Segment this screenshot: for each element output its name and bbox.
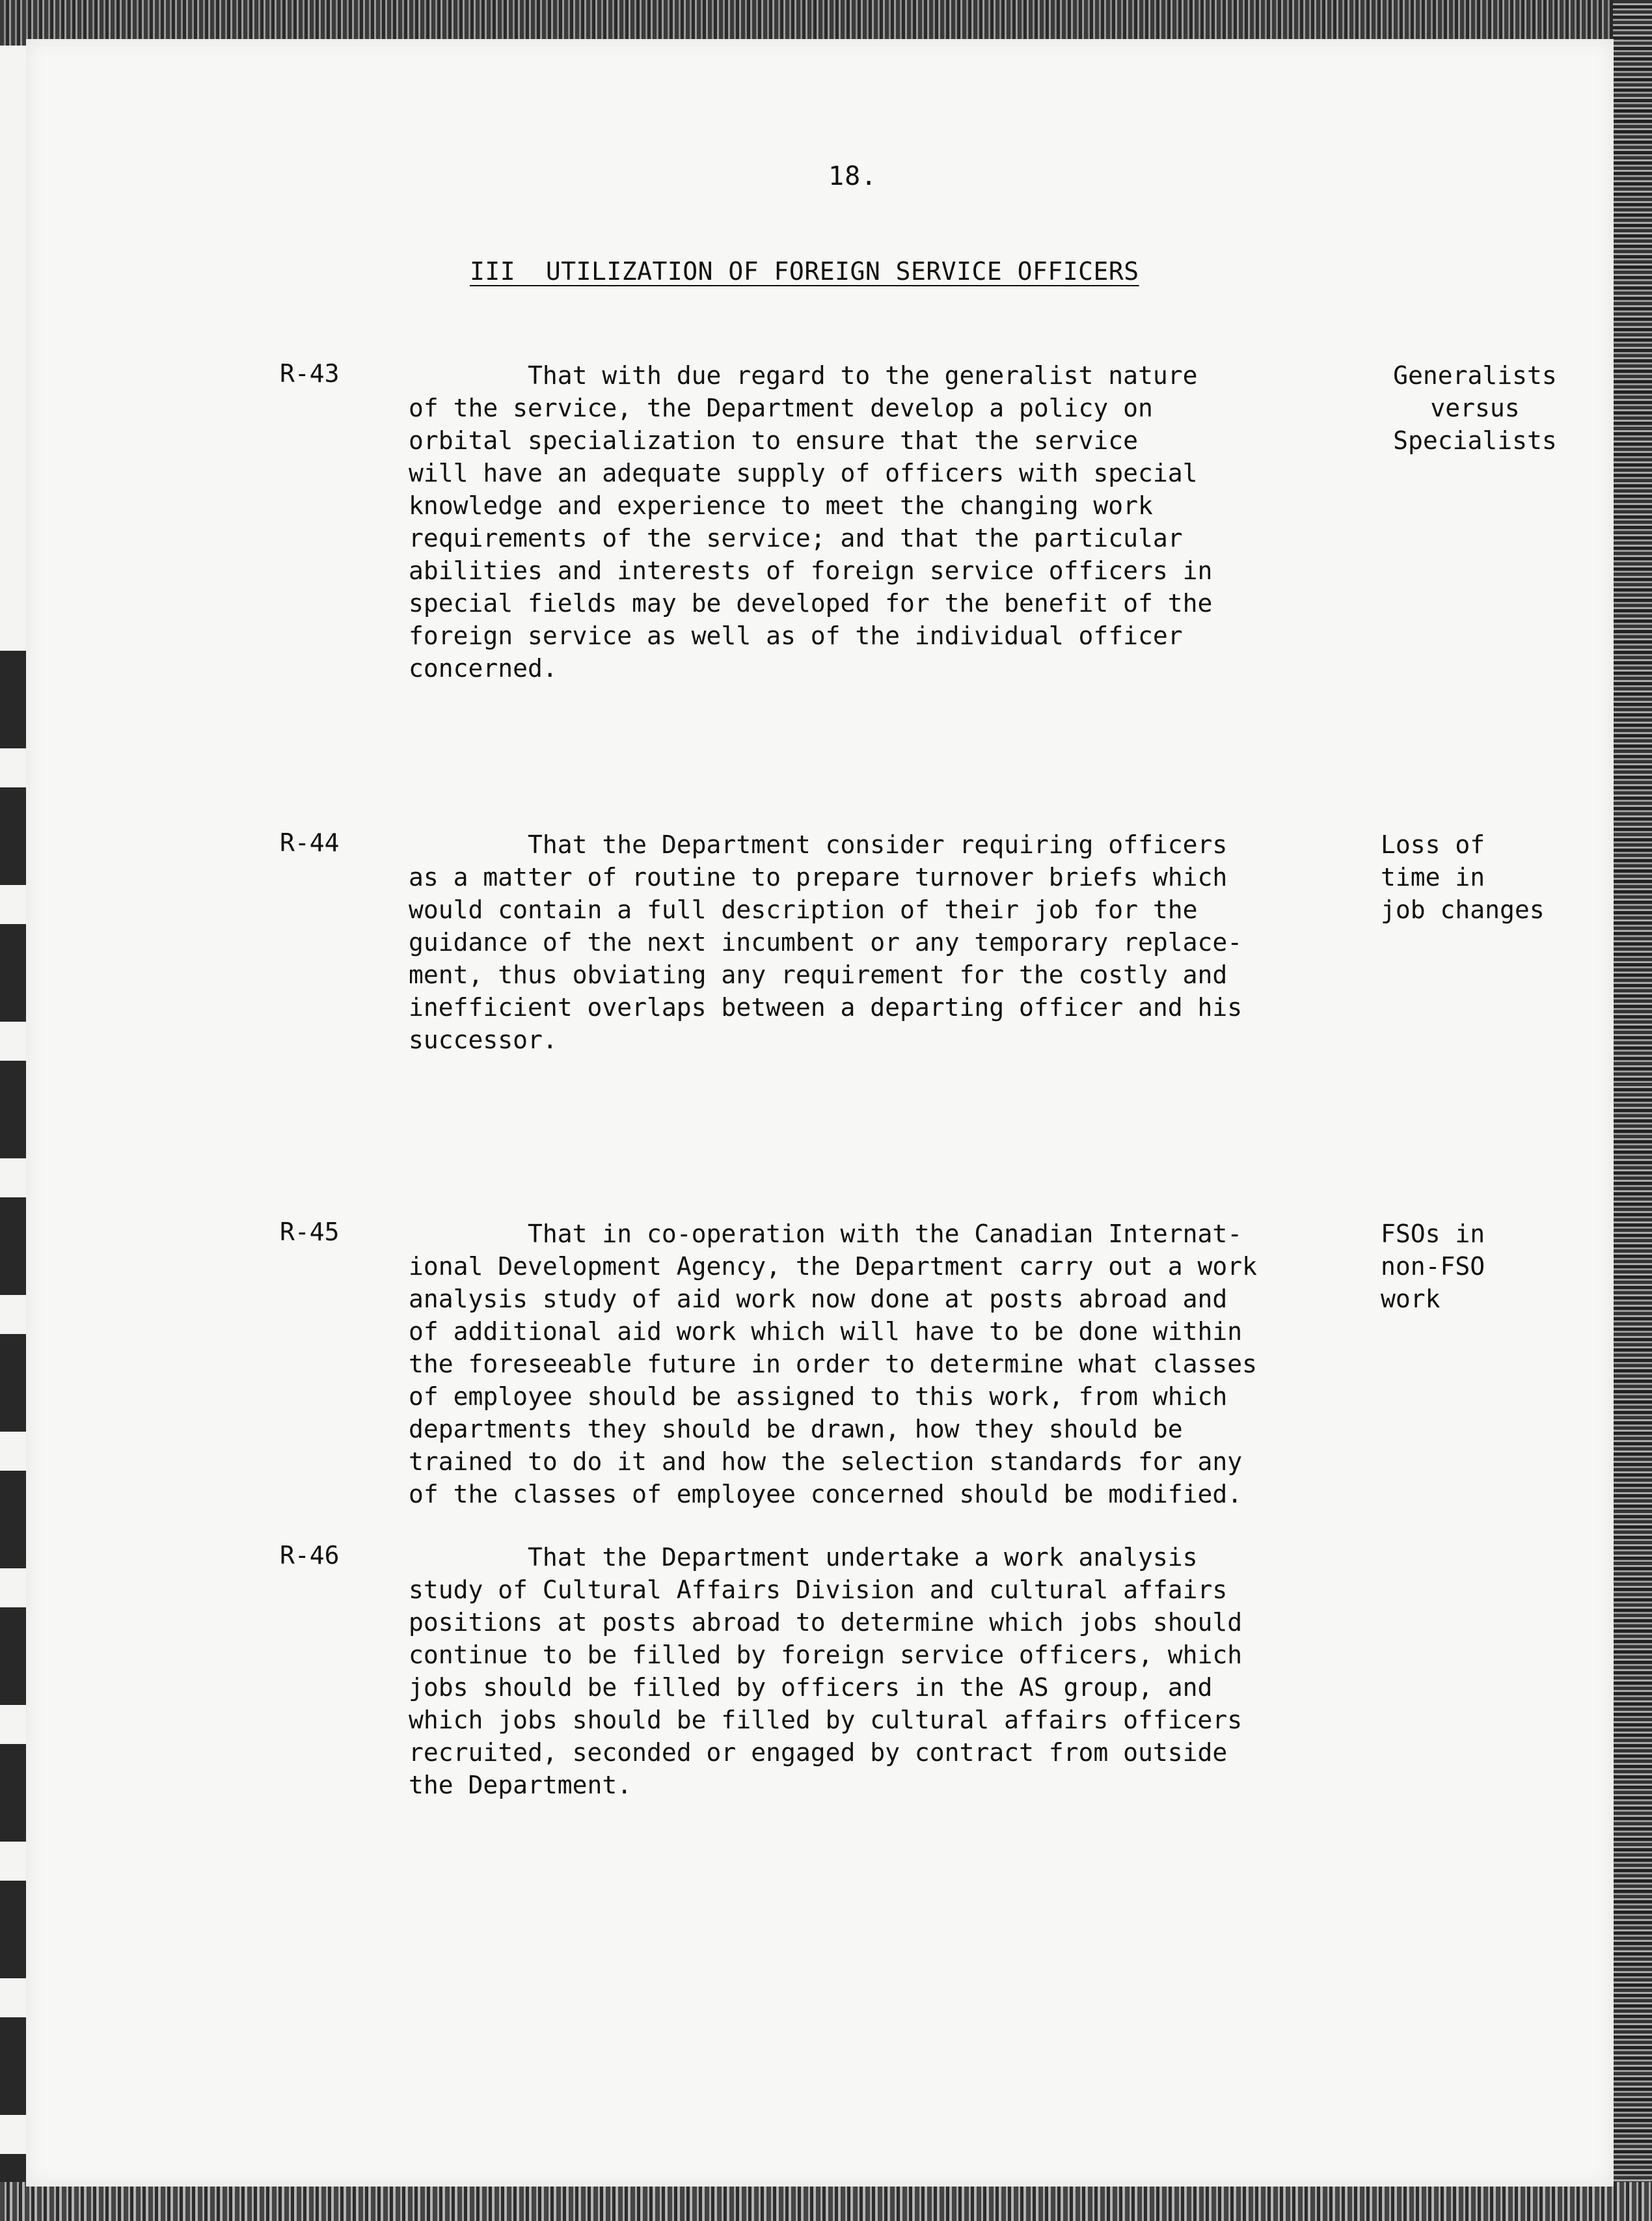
text-line: of the classes of employee concerned should be modified. (409, 1480, 1243, 1508)
margin-note (1381, 828, 1545, 926)
binding-marks (0, 651, 26, 2187)
text-line: ional Development Agency, the Department carry out a work (409, 1252, 1258, 1281)
text-line: That in co-operation with the Canadian Internat- (409, 1220, 1243, 1248)
text-line: study of Cultural Affairs Division and cultural affairs (409, 1575, 1228, 1604)
text-line: the foreseeable future in order to determine what classes (409, 1350, 1258, 1378)
text-line: continue to be filled by foreign service officers, which (409, 1641, 1243, 1669)
margin-note-line: work (1381, 1285, 1441, 1313)
text-line: would contain a full description of their job for the (409, 895, 1198, 924)
text-line: of additional aid work which will have to be done within (409, 1317, 1243, 1346)
margin-note (1381, 1218, 1485, 1315)
margin-note-line: time in (1381, 863, 1485, 892)
text-line: of the service, the Department develop a policy on (409, 394, 1153, 422)
text-line: orbital specialization to ensure that the service (409, 426, 1139, 455)
text-line: successor. (409, 1026, 558, 1054)
scan-right-edge (1613, 0, 1652, 2221)
text-line: positions at posts abroad to determine which jobs should (409, 1608, 1243, 1637)
text-line: knowledge and experience to meet the changing work (409, 491, 1153, 520)
text-line: foreign service as well as of the individual officer (409, 621, 1183, 650)
scan-bottom-edge (0, 2182, 1652, 2221)
margin-note-line: Generalists (1393, 361, 1557, 390)
text-line: ment, thus obviating any requirement for the costly and (409, 961, 1228, 989)
margin-note-line: non-FSO (1381, 1252, 1485, 1281)
text-line: which jobs should be filled by cultural affairs officers (409, 1706, 1243, 1734)
text-line: That the Department undertake a work analysis (409, 1543, 1198, 1572)
text-line: analysis study of aid work now done at posts abroad and (409, 1285, 1228, 1313)
margin-note-line: versus (1430, 394, 1520, 422)
margin-note-line: FSOs in (1381, 1220, 1485, 1248)
text-line: concerned. (409, 654, 558, 683)
text-line: will have an adequate supply of officers with special (409, 459, 1198, 487)
text-line: the Department. (409, 1771, 632, 1799)
recommendation-text (409, 828, 1346, 1056)
text-line: recruited, seconded or engaged by contract from outside (409, 1738, 1228, 1767)
margin-note-line: Loss of (1381, 830, 1485, 859)
recommendation-text (409, 359, 1346, 685)
text-line: of employee should be assigned to this work, from which (409, 1382, 1228, 1411)
recommendation-id: R-46 (280, 1541, 340, 1570)
page-number: 18. (828, 161, 878, 191)
text-line: inefficient overlaps between a departing officer and his (409, 993, 1243, 1022)
recommendation-text (409, 1218, 1346, 1510)
text-line: special fields may be developed for the benefit of the (409, 589, 1213, 618)
text-line: abilities and interests of foreign service officers in (409, 556, 1213, 585)
recommendation-text (409, 1541, 1346, 1801)
section-title: III UTILIZATION OF FOREIGN SERVICE OFFICERS (470, 257, 1139, 286)
recommendation-id: R-43 (280, 359, 340, 388)
text-line: jobs should be filled by officers in the AS group, and (409, 1673, 1213, 1702)
recommendation-id: R-45 (280, 1218, 340, 1246)
recommendation-id: R-44 (280, 828, 340, 857)
text-line: requirements of the service; and that the particular (409, 524, 1183, 552)
text-line: departments they should be drawn, how they should be (409, 1415, 1183, 1443)
margin-note (1381, 359, 1569, 457)
margin-note-line: Specialists (1393, 426, 1557, 455)
margin-note-line: job changes (1381, 895, 1545, 924)
text-line: That the Department consider requiring officers (409, 830, 1228, 859)
text-line: as a matter of routine to prepare turnover briefs which (409, 863, 1228, 892)
text-line: trained to do it and how the selection standards for any (409, 1447, 1243, 1476)
text-line: That with due regard to the generalist nature (409, 361, 1198, 390)
text-line: guidance of the next incumbent or any temporary replace- (409, 928, 1243, 957)
